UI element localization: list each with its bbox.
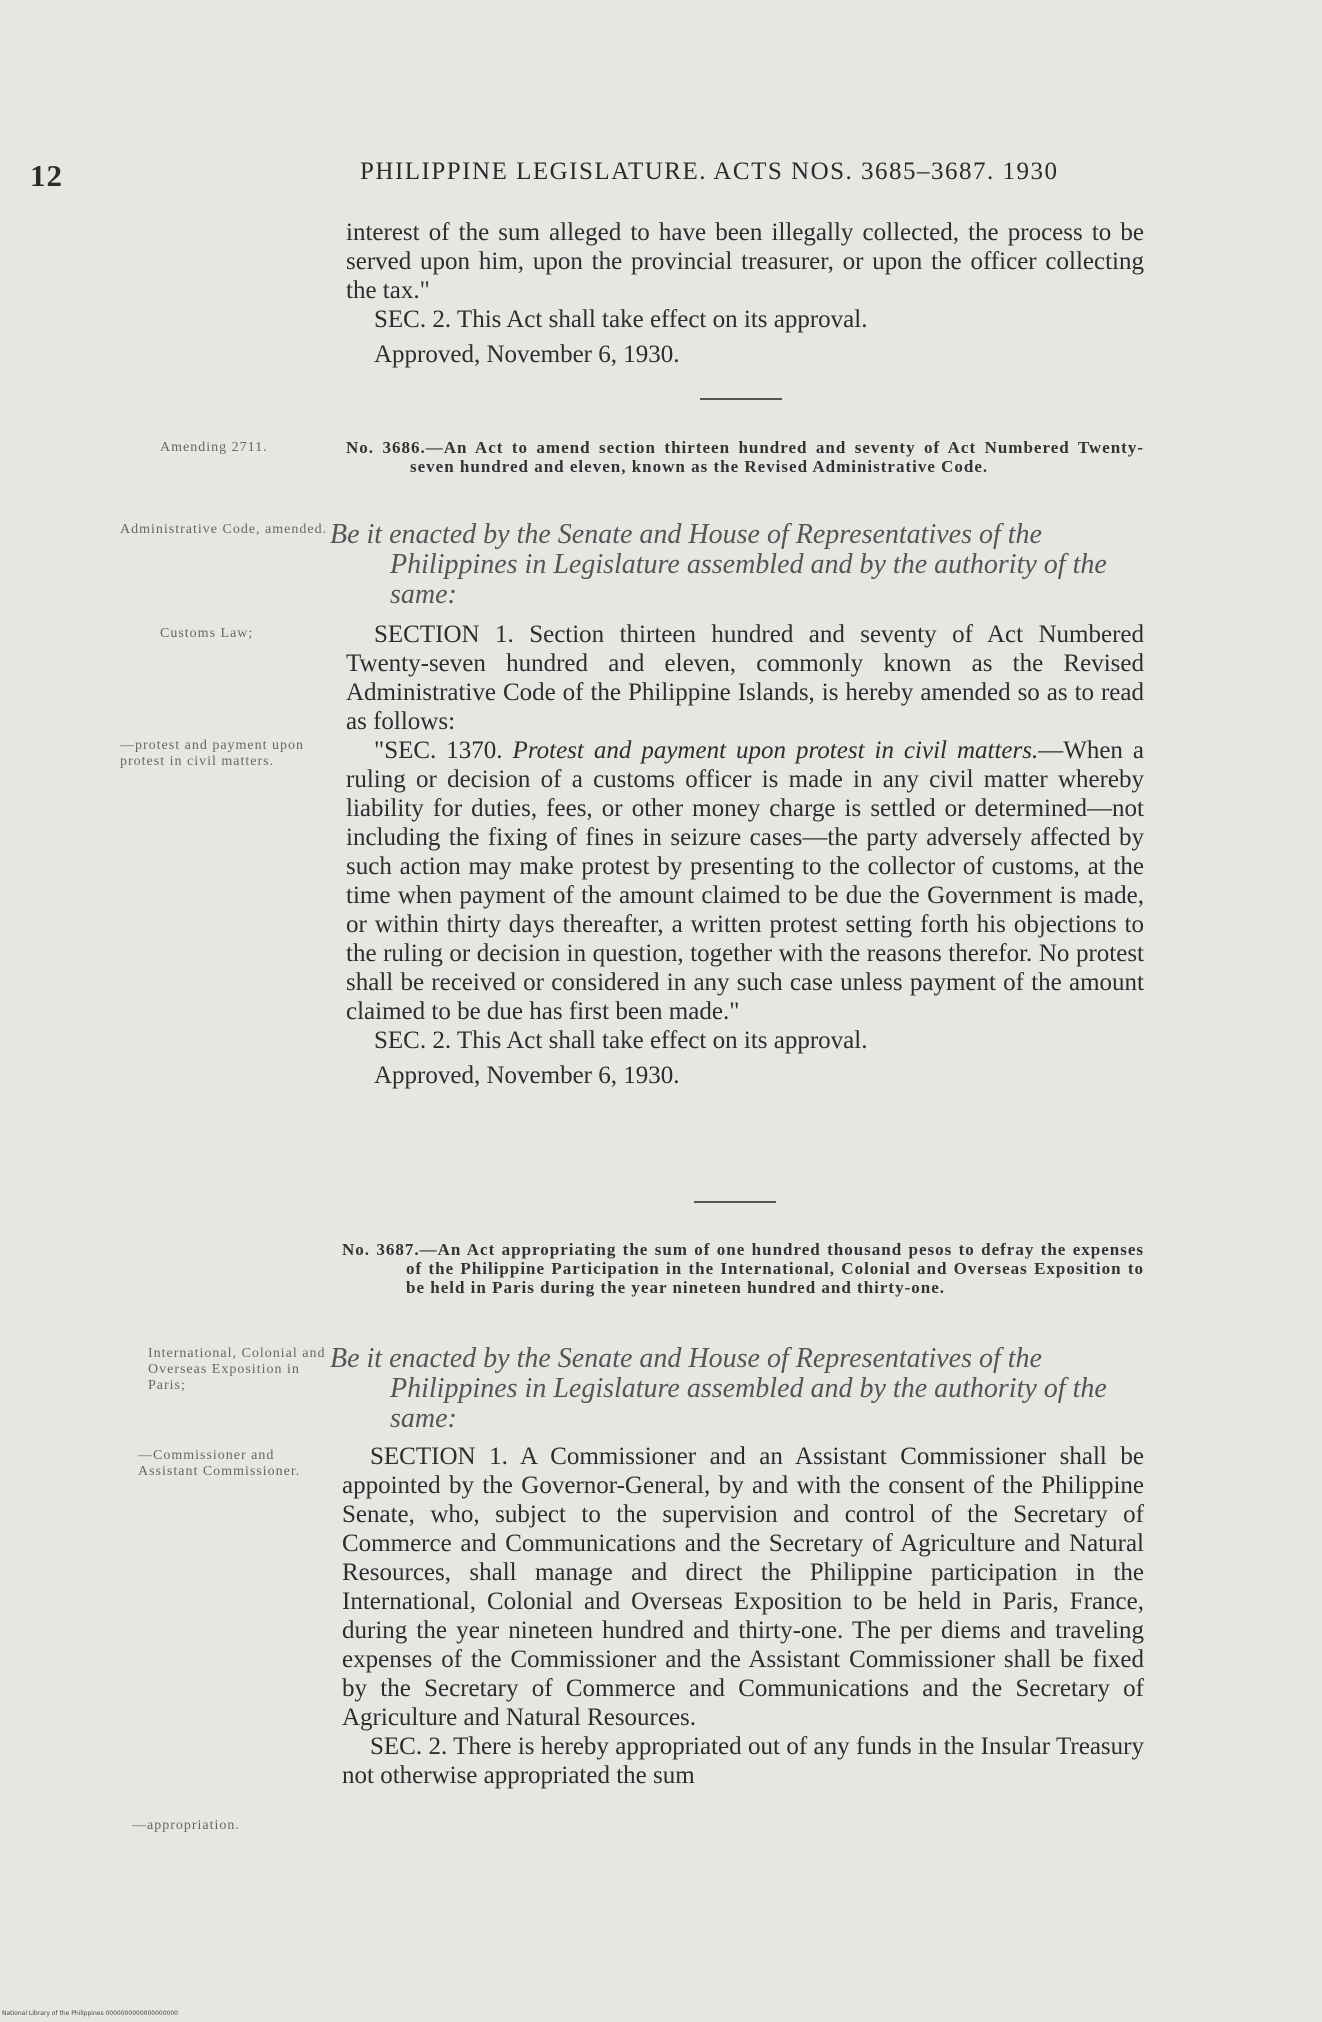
quoted-heading: Protest and payment upon protest in civil matters. — [512, 737, 1039, 764]
act-3687-sec2-label: SEC. 2. — [370, 1733, 448, 1760]
sec2-paragraph — [346, 305, 1144, 334]
act-3686-sec2 — [346, 1026, 1144, 1055]
page-number: 12 — [30, 158, 63, 193]
act-3687-enacting-clause — [330, 1344, 1148, 1434]
act-3687-body — [342, 1442, 1144, 1790]
divider-rule — [700, 398, 782, 400]
act-3686-title — [346, 438, 1144, 476]
act-3686-body — [346, 620, 1144, 1090]
sec2-label: SEC. 2. — [374, 306, 452, 333]
act-3686-enacting-clause — [330, 520, 1148, 610]
divider-rule — [694, 1201, 776, 1203]
margin-note-commissioner: —Commissioner and Assistant Commissioner. — [138, 1448, 301, 1479]
margin-note-appropriation: —appropriation. — [132, 1818, 240, 1833]
running-head: PHILIPPINE LEGISLATURE. ACTS NOS. 3685–3687. 1930 — [360, 158, 1059, 185]
act-3686-section1-label: SECTION 1. — [374, 621, 514, 648]
act-3686-sec2-label: SEC. 2. — [374, 1027, 452, 1054]
act-3686-approved: Approved, November 6, 1930. — [374, 1062, 680, 1089]
margin-note-exposition: International, Colonial and Overseas Exposition in Paris; — [148, 1346, 326, 1393]
continuation-text: interest of the sum alleged to have been illegally collected, the process to be served upon him, upon the provincial treasurer, or upon the officer collecting the tax." — [346, 219, 1144, 304]
act-3687-title — [342, 1240, 1144, 1297]
act-3686-enacting-text: Be it enacted by the Senate and House of Representatives of the Philippines in Legislature assembled and by the authority of the same: — [330, 519, 1107, 610]
act-3686-sec2-text: This Act shall take effect on its approval. — [456, 1027, 868, 1054]
margin-note-admin-code: Administrative Code, amended. — [120, 522, 328, 537]
margin-note-amending: Amending 2711. — [160, 440, 268, 455]
act-3687-sec2 — [342, 1732, 1144, 1790]
act-3687-title-text: No. 3687.—An Act appropriating the sum of one hundred thousand pesos to defray the expenses of the Philippine Participation in the International, Colonial and Overseas Exposition to be held in Paris during the year nineteen hundred and thirty-one. — [342, 1240, 1144, 1297]
footer-source-line: National Library of the Philippines 0000000000000000000 — [2, 2010, 179, 2017]
act-3686-title-text: No. 3686.—An Act to amend section thirteen hundred and seventy of Act Numbered Twenty-seven hundred and eleven, known as the Revised Administrative Code. — [346, 438, 1144, 476]
act-3687-section1-text: A Commissioner and an Assistant Commissioner shall be appointed by the Governor-General, by and with the consent of the Philippine Senate, who, subject to the supervision and control of the Secretary of Commerce and Communications and the Secretary of Agriculture and Natural Resources, shall manage and direct the Philippine participation in the International, Colonial and Overseas Exposition to be held in Paris, France, during the year nineteen hundred and thirty-one. The per diems and traveling expenses of the Commissioner and the Assistant Commissioner shall be fixed by the Secretary of Commerce and Communications and the Secretary of Agriculture and Natural Resources. — [342, 1443, 1144, 1731]
act-3687-section1 — [342, 1442, 1144, 1732]
sec2-text: This Act shall take effect on its approval. — [456, 306, 868, 333]
approved-line: Approved, November 6, 1930. — [374, 341, 680, 368]
margin-note-protest: —protest and payment upon protest in civil matters. — [120, 738, 305, 769]
act-3686-section1-text: Section thirteen hundred and seventy of Act Numbered Twenty-seven hundred and eleven, commonly known as the Revised Administrative Code of the Philippine Islands, is hereby amended so as to read as follows: — [346, 621, 1145, 735]
margin-note-customs-law: Customs Law; — [160, 626, 254, 641]
quoted-text: —When a ruling or decision of a customs officer is made in any civil matter whereby liability for duties, fees, or other money charge is settled or determined—not including the fixing of fines in seizure cases—the party adversely affected by such action may make protest by presenting to the collector of customs, at the time when payment of the amount claimed to be due the Government is made, or within thirty days thereafter, a written protest setting forth his objections to the ruling or decision in question, together with the reasons therefor. No protest shall be received or considered in any such case unless payment of the amount claimed to be due has first been made." — [346, 737, 1144, 1025]
act-3687-sec2-text: There is hereby appropriated out of any funds in the Insular Treasury not otherwise appropriated the sum — [342, 1733, 1144, 1789]
act-3686-section1 — [346, 620, 1144, 736]
act-3687-section1-label: SECTION 1. — [370, 1443, 508, 1470]
act-3687-enacting-text: Be it enacted by the Senate and House of Representatives of the Philippines in Legislature assembled and by the authority of the same: — [330, 1343, 1107, 1434]
top-block — [346, 218, 1144, 369]
quoted-sec-label: "SEC. 1370. — [374, 737, 503, 764]
act-3686-quoted-section — [346, 736, 1144, 1026]
